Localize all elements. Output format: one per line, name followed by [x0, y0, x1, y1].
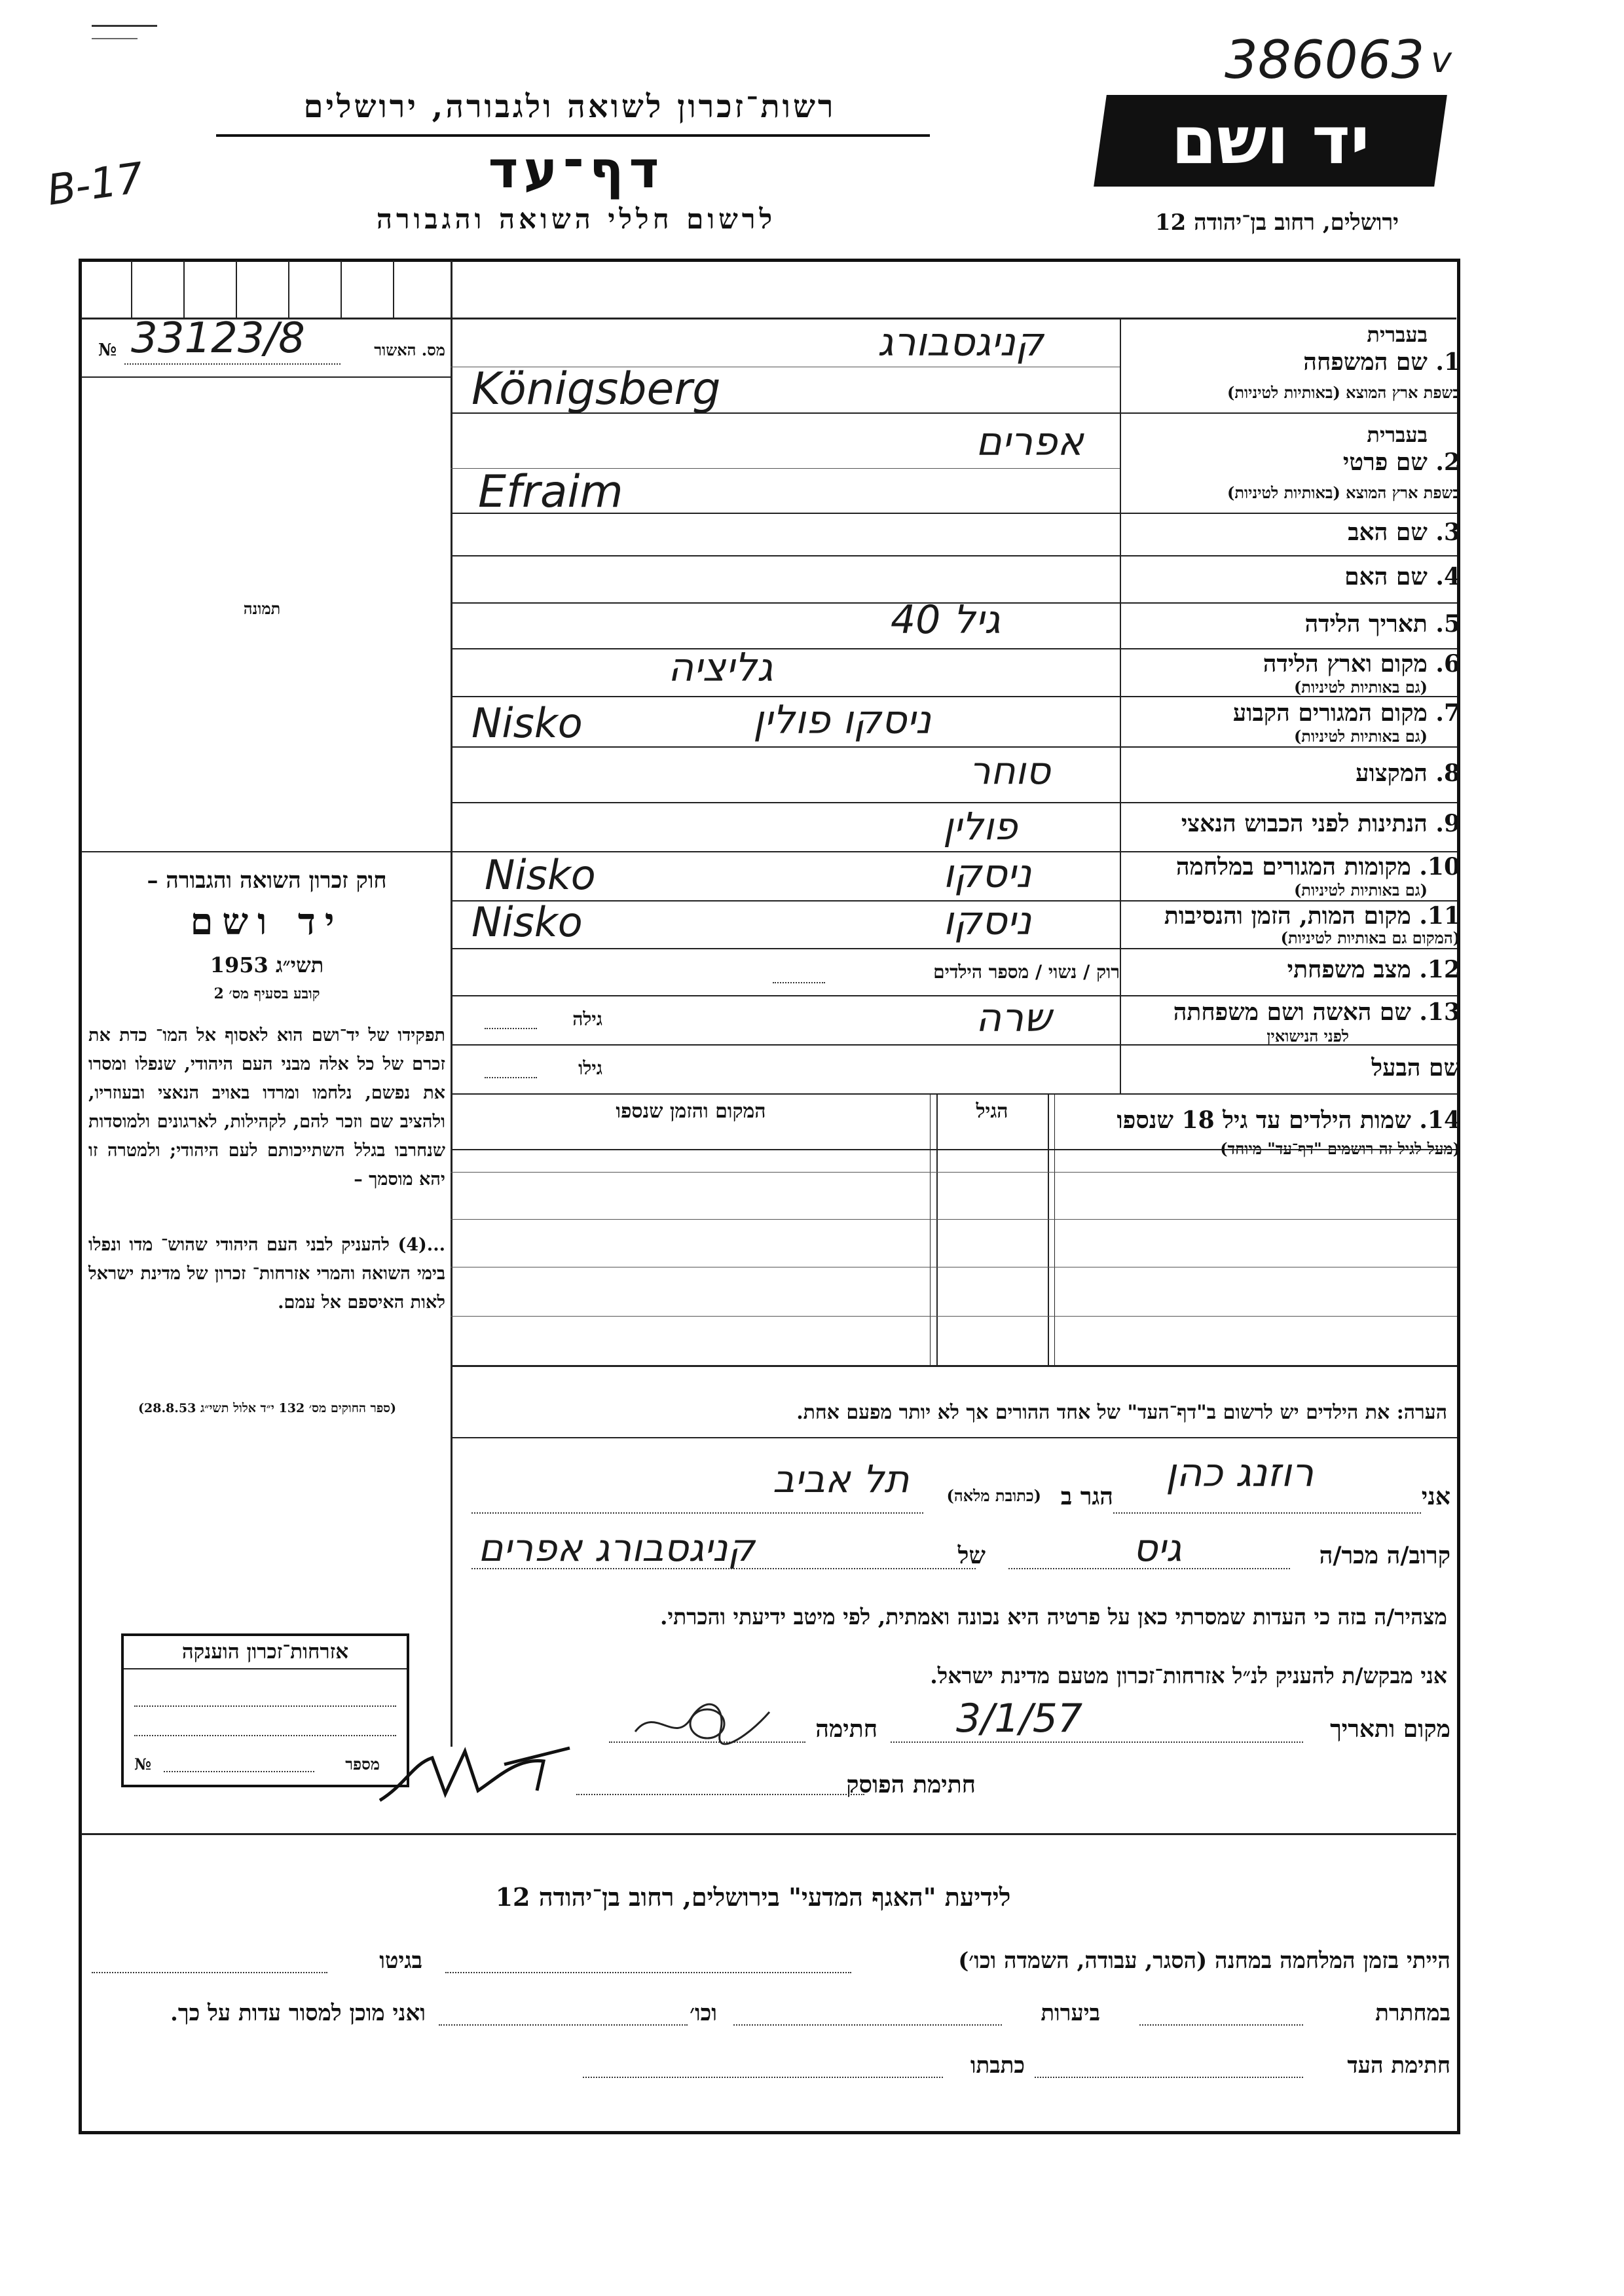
- law-reference: (ספר החוקים מס׳ 132 י״ד אלול תשי״ג 28.8.53): [138, 1401, 396, 1415]
- side-mark-annotation: B-17: [44, 154, 147, 215]
- footer-ghetto-dotted: [92, 1972, 327, 1973]
- field-1-latin-value: Königsberg: [471, 363, 721, 415]
- citizenship-box-title: אזרחות־זכרון הוענקה: [181, 1640, 349, 1664]
- footer-forests-dotted: [733, 2024, 1002, 2026]
- row-line-8: [451, 802, 1457, 803]
- of-label: של: [957, 1542, 986, 1569]
- row-line-3: [451, 555, 1457, 556]
- cell-divider: [393, 261, 394, 318]
- citizenship-no-sign: №: [134, 1755, 152, 1774]
- authority-name: רשות־זכרון לשואה ולגבורה, ירושלים: [303, 88, 836, 125]
- footer-address-label: כתבתו: [970, 2052, 1025, 2079]
- top-left-dash: [92, 25, 157, 27]
- top-left-dash-2: [92, 38, 138, 39]
- footer-ghetto-label: בגיטו: [379, 1948, 422, 1974]
- row-line-5: [451, 648, 1457, 649]
- approval-dotted-line: [124, 363, 341, 365]
- place-date-dotted: [891, 1741, 1303, 1743]
- field-6-value: גליציה: [668, 645, 773, 691]
- field-1-sub: בשפת ארץ המוצא (באותיות לטיניות): [1227, 383, 1460, 402]
- field-13-sub: לפני הנישואין: [1266, 1027, 1349, 1046]
- of-value: קניגסבורג אפרים: [478, 1525, 755, 1570]
- field-12-label: 12. מצב משפחתי: [1287, 956, 1460, 983]
- law-name: יד ושם: [190, 900, 344, 943]
- children-row-1: [451, 1172, 1457, 1173]
- footer-willing-text: ואני מוכן למסור עדות על כך.: [170, 2000, 426, 2026]
- field-14-age-col: הגיל: [976, 1100, 1008, 1123]
- footer-camp-dotted: [445, 1972, 851, 1973]
- declaration-statement: מצהיר/ה בזה כי העדות שמסרתי כאן על פרטיה היא נכונה ואמתית, לפי מיטב ידיעתי והכרתי.: [660, 1604, 1447, 1630]
- hebrew-label-1: בעברית: [1367, 322, 1428, 347]
- children-row-2: [451, 1219, 1457, 1220]
- photo-bottom-line: [81, 851, 451, 852]
- field-3-label: 3. שם האב: [1348, 519, 1460, 546]
- field-2-hebrew-value: אפרים: [976, 419, 1084, 465]
- citizenship-line-2: [134, 1735, 396, 1736]
- children-table-bottom: [451, 1365, 1457, 1367]
- field-11-sub: (המקום גם באותיות לטיניות): [1280, 928, 1460, 947]
- main-form-frame: [79, 259, 1460, 2134]
- footer-camp-text: הייתי בזמן המלחמה במחנה (הסגר, עבודה, השמדה וכו׳): [958, 1948, 1450, 1974]
- footer-forests-label: ביערות: [1041, 2000, 1100, 2026]
- field-11-latin-value: Nisko: [471, 898, 583, 946]
- field-13-age-dotted: [485, 1028, 537, 1029]
- field-10-hebrew-value: ניסקו: [943, 851, 1032, 897]
- husband-age-label: גילו: [578, 1057, 602, 1079]
- relation-dotted: [1008, 1568, 1290, 1569]
- cell-divider: [183, 261, 185, 318]
- label-column-divider: [1120, 318, 1121, 1093]
- children-col-divider-2: [1048, 1093, 1049, 1365]
- declarant-address-dotted: [471, 1512, 923, 1514]
- field-10-sub: (גם באותיות לטיניות): [1293, 881, 1428, 900]
- footer-etc-dotted: [439, 2024, 688, 2026]
- top-number-annotation: 386063: [1225, 29, 1425, 90]
- field-13-age-label: גילה: [572, 1008, 602, 1030]
- law-title: חוק זכרון השואה והגבורה –: [147, 867, 387, 894]
- field-2-label: 2. שם פרטי: [1342, 448, 1460, 476]
- footer-witness-signature-label: חתימת העד: [1347, 2052, 1450, 2079]
- address: ירושלים, רחוב בן־יהודה 12: [1154, 210, 1399, 236]
- field-1-hebrew-value: קניגסבורג: [877, 319, 1044, 365]
- field-6-label: 6. מקום וארץ הלידה: [1263, 650, 1460, 678]
- field-10-latin-value: Nisko: [485, 851, 596, 899]
- footer-address-dotted: [583, 2077, 943, 2078]
- date-value: 3/1/57: [956, 1696, 1083, 1741]
- top-mark-annotation: v: [1431, 39, 1452, 81]
- field-11-hebrew-value: ניסקו: [943, 898, 1032, 944]
- field-12-dotted-line: [773, 982, 825, 983]
- note-bottom-line: [451, 1437, 1457, 1438]
- row-line-11: [451, 948, 1457, 949]
- field-5-value: גיל 40: [891, 597, 1001, 643]
- cell-divider: [131, 261, 132, 318]
- field-7-hebrew-value: ניסקו פולין: [753, 697, 932, 743]
- footer-underground-label: במחתרת: [1375, 2000, 1450, 2026]
- field-5-label: 5. תאריך הלידה: [1304, 610, 1460, 638]
- footer-underground-dotted: [1139, 2024, 1303, 2026]
- field-12-options: רוק / נשוי / מספר הילדים: [933, 961, 1120, 983]
- law-text-2: ...(4) להעניק לבני העם היהודי שהוש־ מדו ונפלו בימי השואה והמרי אזרחות־ זכרון של מדינת ישראל לאות האיספם אל עמם.: [88, 1235, 445, 1313]
- declaration-request: אני מבקש/ת להעניק לנ״ל אזרחות־זכרון מטעם מדינת ישראל.: [930, 1663, 1447, 1688]
- children-col-divider-1b: [930, 1093, 931, 1365]
- law-text-1: תפקידו של יד־ושם הוא לאסוף אל המו־ כדת את זכרם של כל אלה מבני העם היהודי, שנפלו ומסרו את נפשם, נלחמו ומרדו באויב הנאצי ובעוזריו, ולהציב שם וזכר להם, לקהילות, לארגונים ולמוסדות שנחרבו בגלל השתייכותם לעם היהודי; ולמטרה זו יהא מוסמך –: [88, 1025, 445, 1190]
- field-4-label: 4. שם האם: [1344, 563, 1460, 591]
- authority-underline: [216, 134, 930, 137]
- field-7-label: 7. מקום המגורים הקבוע: [1232, 699, 1460, 727]
- relative-label: קרוב/ה מכר/ה: [1319, 1542, 1450, 1569]
- husband-label: שם הבעל: [1371, 1054, 1460, 1082]
- row-line-7: [451, 746, 1457, 748]
- children-col-divider-2b: [1054, 1093, 1055, 1365]
- logo-text: יד ושם: [1171, 102, 1370, 179]
- approval-number: 33123/8: [131, 314, 305, 363]
- field-2-latin-value: Efraim: [478, 466, 623, 518]
- footer-divider: [81, 1833, 1456, 1835]
- approval-bottom-line: [81, 376, 451, 378]
- field-13-label: 13. שם האשה ושם משפחתה: [1173, 998, 1460, 1026]
- field-8-value: סוחר: [969, 748, 1051, 793]
- note-text: הערה: את הילדים יש לרשום ב"דף־העד" של אחד ההורים אך לא יותר מפעם אחת.: [796, 1401, 1447, 1424]
- field-14-label: 14. שמות הילדים עד גיל 18 שנספו: [1116, 1106, 1460, 1134]
- field-9-label: 9. הנתינות לפני הכבוש הנאצי: [1181, 810, 1460, 837]
- left-column-divider: [451, 261, 452, 1747]
- form-subtitle: לרשום חללי השואה והגבורה: [376, 203, 777, 235]
- photo-label: תמונה: [243, 599, 281, 618]
- field-14-place-col: המקום והזמן שנספו: [616, 1100, 766, 1123]
- citizenship-number-dotted: [164, 1771, 314, 1772]
- of-dotted: [471, 1568, 976, 1569]
- cell-divider: [341, 261, 342, 318]
- children-col-divider-1: [936, 1093, 938, 1365]
- declarant-name-dotted: [1113, 1512, 1421, 1514]
- field-11-label: 11. מקום המות, הזמן והנסיבות: [1164, 902, 1460, 930]
- relation-value: גיס: [1133, 1525, 1182, 1570]
- law-year: תשי״ג 1953: [210, 953, 324, 977]
- law-section: קובע בסעיף מס׳ 2: [213, 985, 320, 1002]
- declarant-address: תל אביב: [773, 1457, 910, 1501]
- form-title: דף־עד: [488, 141, 665, 200]
- field-7-latin-value: Nisko: [471, 699, 583, 747]
- signature-label: חתימה: [815, 1715, 877, 1743]
- footer-title: לידיעת "האגף המדעי" בירושלים, רחוב בן־יהודה 12: [495, 1882, 1011, 1912]
- field-14-sub: (מעל לגיל זה רושמים "דף־עד" מיוחד): [1220, 1139, 1460, 1158]
- cell-divider: [236, 261, 237, 318]
- official-signature-dotted: [576, 1794, 864, 1795]
- field-10-label: 10. מקומות המגורים במלחמה: [1175, 853, 1460, 881]
- field-9-value: פולין: [943, 804, 1018, 848]
- address-sub: (כתובת מלאה): [946, 1486, 1041, 1505]
- field-8-label: 8. המקצוע: [1356, 759, 1460, 787]
- field-1-label: 1. שם המשפחה: [1303, 348, 1460, 376]
- field-2-sub: בשפת ארץ המוצא (באותיות לטיניות): [1227, 483, 1460, 502]
- children-row-4: [451, 1316, 1457, 1317]
- citizenship-number-label: מספר: [345, 1755, 380, 1774]
- field-13-value: שרה: [976, 995, 1052, 1041]
- row-line-12: [451, 995, 1457, 996]
- declarant-name: רוזנג כהן: [1166, 1450, 1314, 1496]
- declaration-i-label: אני: [1421, 1483, 1450, 1510]
- declarant-signature: [629, 1692, 779, 1751]
- row-line-14: [451, 1093, 1457, 1095]
- no-sign: №: [98, 340, 117, 360]
- husband-age-dotted: [485, 1077, 537, 1078]
- footer-etc-label: וכו׳: [690, 2000, 717, 2026]
- place-date-label: מקום ותאריך: [1330, 1715, 1450, 1743]
- field-7-sub: (גם באותיות לטיניות): [1293, 727, 1428, 746]
- cell-divider: [288, 261, 289, 318]
- approval-label: מס. האשור: [374, 340, 445, 359]
- resides-label: הגר ב: [1060, 1483, 1113, 1510]
- citizenship-box-divider: [124, 1668, 407, 1669]
- hebrew-label-2: בעברית: [1367, 422, 1428, 447]
- citizenship-line-1: [134, 1705, 396, 1707]
- field-6-sub: (גם באותיות לטיניות): [1293, 678, 1428, 697]
- footer-witness-dotted: [1035, 2077, 1303, 2078]
- official-signature-label: חתימת הפוסק: [846, 1771, 976, 1798]
